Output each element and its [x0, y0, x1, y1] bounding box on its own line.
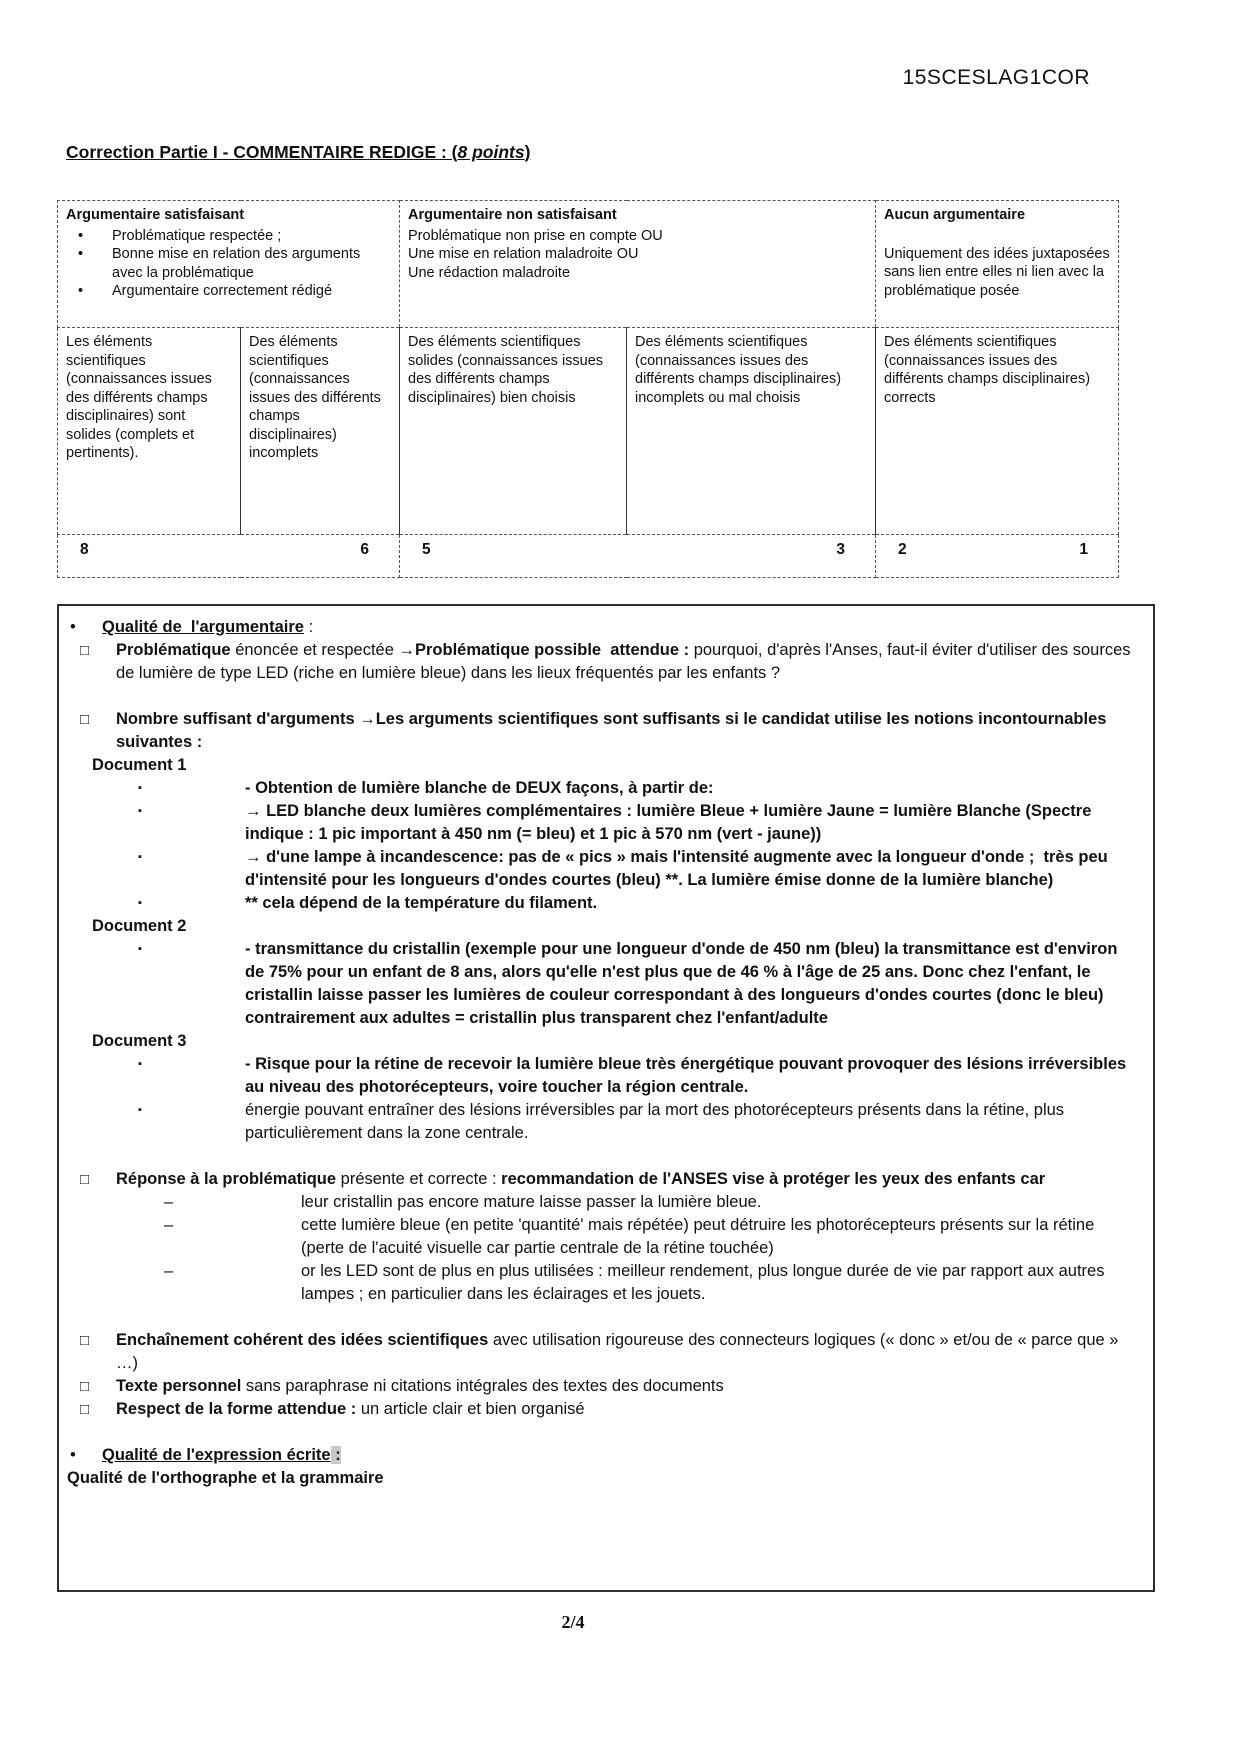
dash-icon: – — [164, 1262, 174, 1280]
spacer — [67, 1145, 1135, 1168]
title-points: 8 points — [457, 142, 525, 162]
body-line-doc — [67, 754, 1135, 777]
square-bullet-icon: ▪ — [138, 782, 142, 794]
score-value: 2 — [898, 541, 907, 558]
rubric-criteria-row — [58, 328, 1119, 535]
rubric-text: Des éléments scientifiques (connaissances issues des différents champs disciplinaires) incomplets ou mal choisis — [635, 334, 842, 406]
score-value: 6 — [360, 541, 369, 558]
rubric-line: Problématique non prise en compte OU — [408, 227, 663, 244]
body-text: Document 1 — [92, 756, 187, 774]
rubric-header-row — [58, 201, 1119, 328]
document-code: 15SCESLAG1COR — [902, 66, 1090, 89]
dash-icon: – — [164, 1193, 174, 1211]
rubric-text: Des éléments scientifiques (connaissances issues des différents champs disciplinaires) incomplets — [249, 334, 381, 461]
body-line-square — [67, 800, 1135, 846]
rubric-score-cell — [876, 535, 1119, 578]
rubric-bullet-item — [66, 227, 391, 246]
checkbox-icon: □ — [80, 1171, 90, 1188]
square-bullet-icon: ▪ — [138, 1104, 142, 1116]
body-text: - Obtention de lumière blanche de DEUX façons, à partir de: — [245, 779, 714, 797]
page-number: 2/4 — [561, 1612, 585, 1632]
rubric-text: Des éléments scientifiques solides (connaissances issues des différents champs disciplinaires) bien choisis — [408, 334, 604, 406]
rubric-score-row — [58, 535, 1119, 578]
body-text: Enchaînement cohérent des idées scientifiques avec utilisation rigoureuse des connecteurs logiques (« donc » et/ou de « parce que » …) — [116, 1331, 1124, 1372]
square-bullet-icon: ▪ — [138, 897, 142, 909]
body-line-dash — [67, 1191, 1135, 1214]
body-line-square — [67, 777, 1135, 800]
body-text: Nombre suffisant d'arguments →Les arguments scientifiques sont suffisants si le candidat utilise les notions incontournables suivantes : — [116, 710, 1112, 751]
spacer — [67, 685, 1135, 708]
rubric-heading: Aucun argumentaire — [884, 207, 1026, 223]
spacer — [67, 1306, 1135, 1329]
spacer — [884, 227, 1110, 245]
bullet-icon: • — [70, 1446, 76, 1464]
body-line-doc — [67, 915, 1135, 938]
rubric-cell — [627, 328, 876, 535]
rubric-text: Uniquement des idées juxtaposées sans lien entre elles ni lien avec la problématique posée — [884, 245, 1110, 299]
rubric-text: Les éléments scientifiques (connaissances issues des différents champs disciplinaires) sont solides (complets et pertinents). — [66, 334, 212, 461]
body-line-bullet1 — [67, 616, 1135, 639]
body-text: ** cela dépend de la température du filament. — [245, 894, 598, 912]
rubric-heading: Argumentaire non satisfaisant — [408, 207, 617, 223]
body-text: → d'une lampe à incandescence: pas de « pics » mais l'intensité augmente avec la longueur d'onde ; très peu d'intensité pour les longueurs d'ondes courtes (bleu) **. La lumière émise donne de la lumière blanche) — [245, 848, 1113, 889]
body-text: - Risque pour la rétine de recevoir la lumière bleue très énergétique pouvant provoquer des lésions irréversibles au niveau des photorécepteurs, voire toucher la région centrale. — [245, 1055, 1131, 1096]
body-line-square — [67, 1099, 1135, 1145]
body-line-check — [67, 1398, 1135, 1421]
body-line-square — [67, 938, 1135, 1030]
rubric-score-cell — [400, 535, 876, 578]
body-text: Qualité de l'expression écrite : — [102, 1446, 341, 1464]
square-bullet-icon: ▪ — [138, 943, 142, 955]
rubric-cell — [876, 328, 1119, 535]
rubric-bullet-item — [66, 282, 391, 301]
title-prefix: Correction Partie I - COMMENTAIRE REDIGE : ( — [66, 142, 458, 162]
rubric-bullet-text: Argumentaire correctement rédigé — [112, 283, 333, 299]
rubric-score-cell — [58, 535, 400, 578]
rubric-heading: Argumentaire satisfaisant — [66, 207, 245, 223]
score-value: 8 — [80, 541, 89, 558]
checkbox-icon: □ — [80, 1401, 90, 1418]
body-text: cette lumière bleue (en petite 'quantité' mais répétée) peut détruire les photorécepteurs présents sur la rétine (perte de l'acuité visuelle car partie centrale de la rétine touchée) — [301, 1216, 1099, 1257]
correction-details-panel — [57, 604, 1155, 1592]
bullet-icon: • — [78, 227, 84, 244]
rubric-bullet-item — [66, 245, 391, 282]
page-title — [66, 142, 530, 163]
body-text: or les LED sont de plus en plus utilisées : meilleur rendement, plus longue durée de vie par rapport aux autres lampes ; en particulier dans les éclairages et les jouets. — [301, 1262, 1110, 1303]
body-line-dash — [67, 1260, 1135, 1306]
bullet-icon: • — [78, 283, 84, 299]
rubric-cell-aucun-argumentaire — [876, 201, 1119, 328]
body-text: leur cristallin pas encore mature laisse passer la lumière bleue. — [301, 1193, 762, 1211]
checkbox-icon: □ — [80, 1332, 90, 1349]
body-text: Problématique énoncée et respectée →Problématique possible attendue : pourquoi, d'après l'Anses, faut-il éviter d'utiliser des sources de lumière de type LED (riche en lumière bleue) dans les lieux fréquentés par les enfants ? — [116, 641, 1136, 682]
body-text: - transmittance du cristallin (exemple pour une longueur d'onde de 450 nm (bleu) la transmittance est d'environ de 75% pour un enfant de 8 ans, alors qu'elle n'est plus que de 46 % à l'âge de 25 ans. Donc chez l'enfant, le cristallin laisse passer les lumières de couleur correspondant à des longueurs d'ondes courtes (donc le bleu) contrairement aux adultes = cristallin plus transparent chez l'enfant/adulte — [245, 940, 1123, 1027]
body-line-square — [67, 892, 1135, 915]
body-text: énergie pouvant entraîner des lésions irréversibles par la mort des photorécepteurs présents dans la rétine, plus particulièrement dans la zone centrale. — [245, 1101, 1069, 1142]
square-bullet-icon: ▪ — [138, 805, 142, 817]
body-text: Qualité de l'orthographe et la grammaire — [67, 1469, 384, 1487]
square-bullet-icon: ▪ — [138, 1058, 142, 1070]
rubric-cell — [58, 328, 241, 535]
body-text: → LED blanche deux lumières complémentaires : lumière Bleue + lumière Jaune = lumière Blanche (Spectre indique : 1 pic important à 450 nm (= bleu) et 1 pic à 570 nm (vert - jaune)) — [245, 802, 1096, 843]
body-line-check — [67, 708, 1135, 754]
body-text: Respect de la forme attendue : un article clair et bien organisé — [116, 1400, 585, 1418]
checkbox-icon: □ — [80, 1378, 90, 1395]
body-text: Réponse à la problématique présente et correcte : recommandation de l'ANSES vise à protéger les yeux des enfants car — [116, 1170, 1046, 1188]
body-line-doc — [67, 1030, 1135, 1053]
body-line-check — [67, 1168, 1135, 1191]
body-line-check — [67, 639, 1135, 685]
rubric-bullet-text: Problématique respectée ; — [112, 227, 282, 244]
rubric-bullet-text: Bonne mise en relation des arguments avec la problématique — [112, 246, 361, 281]
bullet-icon: • — [78, 246, 84, 262]
score-value: 1 — [1079, 541, 1089, 558]
score-value: 5 — [422, 541, 431, 558]
body-text: Document 2 — [92, 917, 187, 935]
body-line-bullet1 — [67, 1444, 1135, 1467]
dash-icon: – — [164, 1216, 174, 1234]
title-suffix: ) — [524, 142, 531, 162]
body-line-square — [67, 1053, 1135, 1099]
rubric-cell — [400, 328, 627, 535]
body-line-square — [67, 846, 1135, 892]
checkbox-icon: □ — [80, 642, 90, 659]
body-line-dash — [67, 1214, 1135, 1260]
square-bullet-icon: ▪ — [138, 851, 142, 863]
rubric-cell-satisfaisant — [58, 201, 400, 328]
body-line-check — [67, 1329, 1135, 1375]
rubric-line: Une rédaction maladroite — [408, 264, 571, 281]
rubric-table — [57, 200, 1119, 578]
bullet-icon: • — [70, 618, 76, 636]
body-line-plain — [67, 1467, 1135, 1490]
spacer — [67, 1421, 1135, 1444]
body-text: Document 3 — [92, 1032, 187, 1050]
rubric-cell-non-satisfaisant — [400, 201, 876, 328]
body-text: Qualité de l'argumentaire : — [102, 618, 314, 636]
rubric-text: Des éléments scientifiques (connaissances issues des différents champs disciplinaires) corrects — [884, 334, 1091, 406]
rubric-line: Une mise en relation maladroite OU — [408, 246, 639, 262]
rubric-cell — [241, 328, 400, 535]
score-value: 3 — [836, 541, 846, 558]
checkbox-icon: □ — [80, 711, 90, 728]
body-line-check — [67, 1375, 1135, 1398]
body-text: Texte personnel sans paraphrase ni citations intégrales des textes des documents — [116, 1377, 724, 1395]
